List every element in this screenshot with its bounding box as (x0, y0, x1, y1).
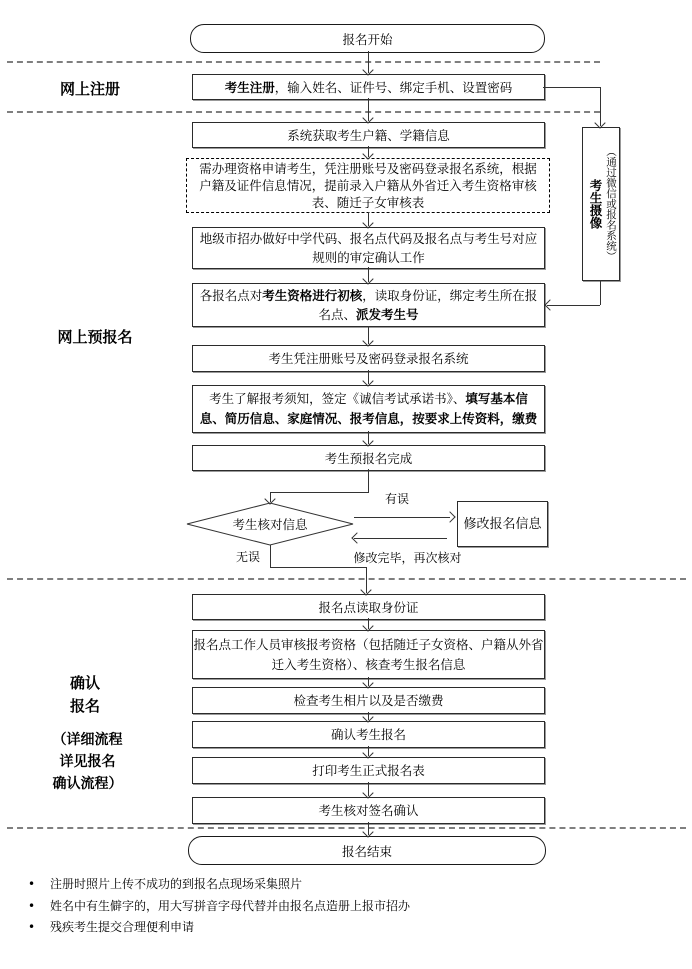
step-check-photo-payment-label: 检查考生相片以及是否缴费 (293, 693, 444, 708)
start-terminator-label: 报名开始 (342, 31, 393, 47)
section-label-online-register: 网上注册 (59, 80, 120, 98)
camera-sidebar-box (582, 127, 620, 281)
decision-verify-info-label: 考生核对信息 (232, 517, 308, 532)
city-office-line2: 规则的审定确认工作 (312, 250, 425, 265)
connector-line (270, 545, 271, 567)
step-qualification-label (199, 160, 537, 211)
step-preregistration-done (192, 445, 545, 471)
step-register-bold: 考生注册 (224, 79, 275, 95)
end-terminator (188, 836, 546, 865)
confirm-note-line2: 详见报名 (59, 754, 116, 770)
initial-check-t2: ，读取身份证，绑定考生所在报 (362, 288, 538, 303)
connector-line (270, 567, 366, 568)
step-initial-check-label (200, 286, 538, 324)
step-sign-confirm-label: 考生核对签名确认 (318, 803, 419, 818)
step-check-photo-payment (192, 687, 545, 714)
step-city-office (192, 227, 545, 269)
fill-info-b2: 息、简历信息、家庭情况、报考信息，按要求上传资料，缴费 (199, 411, 538, 426)
step-read-id (192, 594, 545, 620)
step-fill-info (192, 385, 545, 433)
step-initial-check (192, 283, 545, 327)
note-item-text: 姓名中有生僻字的，用大写拼音字母代替并由报名点造册上报市招办 (50, 898, 411, 913)
section-label-confirm (35, 672, 135, 718)
section-label-confirm-line1: 确认 (69, 674, 100, 692)
step-staff-review (192, 630, 545, 679)
notes-list (28, 874, 658, 939)
camera-paren-label: （通过微信或报名系统） (605, 146, 617, 262)
fill-info-b1: 填写基本信 (465, 391, 528, 406)
step-preregistration-done-label: 考生预报名完成 (324, 450, 413, 466)
edge-label-ok: 无误 (235, 550, 260, 564)
initial-check-t1: 各报名点对 (199, 288, 263, 303)
step-qualification-dashed (186, 158, 550, 213)
initial-check-b1: 考生资格进行初核 (262, 288, 363, 303)
section-label-online-preregister: 网上预报名 (57, 328, 133, 346)
step-fill-info-label (200, 389, 538, 429)
step-system-fetch-label: 系统获取考生户籍、学籍信息 (287, 127, 450, 143)
section-label-confirm-note (25, 729, 150, 795)
step-modify-info-label: 修改报名信息 (463, 516, 542, 532)
connector-line (543, 87, 600, 88)
connector-line (354, 538, 447, 539)
staff-review-line2: 迁入考生资格）、核查考生报名信息 (271, 656, 466, 672)
step-sign-confirm (192, 797, 545, 824)
connector-line (270, 492, 369, 493)
step-system-fetch (192, 122, 545, 148)
staff-review-line1: 报名点工作人员审核报考资格（包括随迁子女资格、户籍从外省 (193, 636, 544, 652)
step-confirm-registration (192, 721, 545, 748)
edge-label-error: 有误 (384, 492, 409, 506)
initial-check-b2: 派发考生号 (355, 307, 419, 322)
decision-verify-info (186, 502, 354, 546)
start-terminator (190, 24, 545, 53)
step-print-form (192, 757, 545, 784)
end-terminator-label: 报名结束 (341, 843, 392, 859)
city-office-line1: 地级市招办做好中学代码、报名点代码及报名点与考生号对应 (199, 231, 538, 246)
note-item (28, 917, 658, 939)
arrowhead-left-icon (544, 299, 555, 310)
note-item-text: 残疾考生提交合理便利申请 (50, 920, 195, 934)
initial-check-t3: 名点、 (318, 307, 356, 322)
step-print-form-label: 打印考生正式报名表 (312, 763, 425, 778)
step-read-id-label: 报名点读取身份证 (318, 599, 419, 615)
note-item (28, 896, 658, 918)
step-register-rest: ，输入姓名、证件号、绑定手机、设置密码 (274, 79, 513, 95)
arrowhead-right-icon (444, 511, 455, 522)
step-login (192, 345, 545, 372)
connector-line (368, 469, 369, 492)
connector-line (354, 517, 450, 518)
confirm-note-line3: 确认流程） (52, 776, 123, 792)
step-login-label: 考生凭注册账号及密码登录报名系统 (268, 351, 469, 366)
step-confirm-registration-label: 确认考生报名 (330, 727, 406, 742)
section-divider (7, 827, 686, 829)
qualification-line3: 表、随迁子女审核表 (311, 195, 425, 210)
step-modify-info (457, 501, 548, 547)
step-staff-review-label (193, 635, 543, 675)
connector-line (600, 280, 601, 305)
fill-info-t1: 考生了解报考须知，签定《诚信考试承诺书》、 (209, 391, 466, 406)
qualification-line1: 需办理资格申请考生，凭注册账号及密码登录报名系统，根据 (199, 161, 537, 176)
step-register (192, 74, 545, 100)
section-label-confirm-line2: 报名 (69, 697, 100, 715)
edge-label-redo: 修改完毕，再次核对 (353, 551, 462, 565)
step-register-label (225, 78, 513, 97)
confirm-note-line1: （详细流程 (52, 732, 123, 748)
section-divider (7, 111, 600, 113)
section-divider (7, 578, 686, 580)
camera-sidebar-text (583, 128, 619, 280)
camera-main-label: 考生摄像 (588, 179, 603, 229)
note-item (28, 874, 658, 896)
qualification-line2: 户籍及证件信息情况，提前录入户籍从外省迁入考生资格审核 (199, 178, 537, 193)
bullet-icon: • (28, 877, 36, 891)
step-city-office-label (200, 229, 538, 267)
section-divider (7, 61, 600, 63)
bullet-icon: • (28, 920, 36, 934)
note-item-text: 注册时照片上传不成功的到报名点现场采集照片 (50, 877, 303, 891)
bullet-icon: • (28, 898, 36, 913)
